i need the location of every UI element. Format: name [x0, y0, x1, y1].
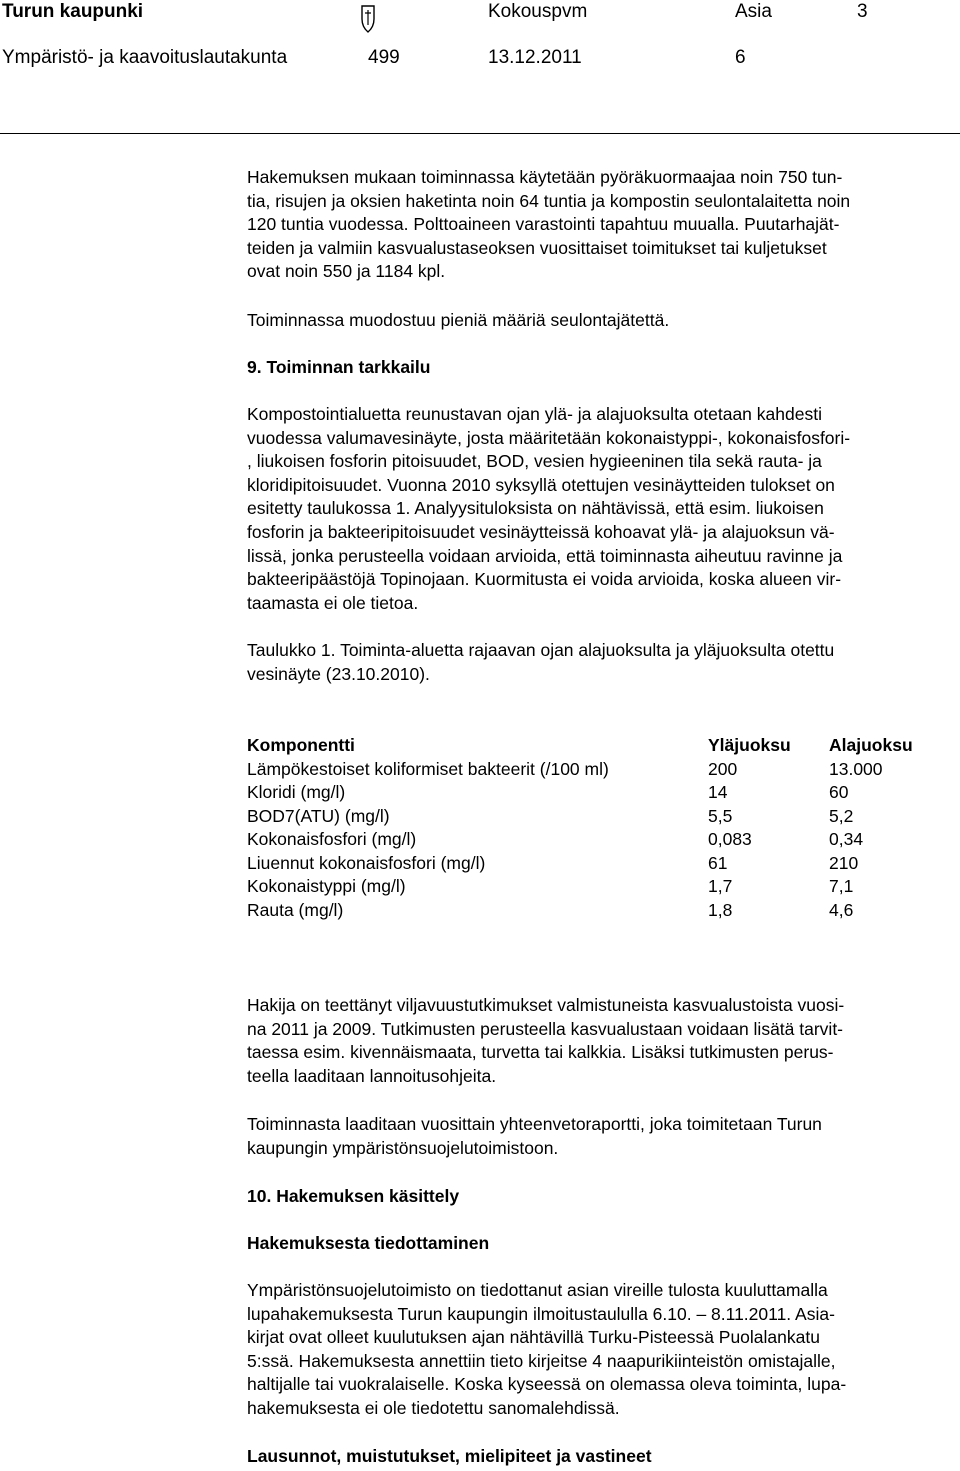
table-row: Rauta (mg/l) 1,8 4,6	[247, 899, 854, 920]
table-header-row	[247, 734, 927, 758]
table-row: Kokonaisfosfori (mg/l) 0,083 0,34	[247, 829, 864, 849]
organization-name: Turun kaupunki	[2, 1, 144, 22]
paragraph-operations: Hakemuksen mukaan toiminnassa käytetään pyöräkuormaajaa noin 750 tun- tia, risujen ja oksien haketinta noin 64 tuntia ja kompostin seulontalaitetta noin 120 tuntia vuodessa. Polttoaineen varastointi tapahtuu muualla. Puutarhajät- teiden ja valmiin kasvualustaseoksen vuosittaiset toimitukset tai kuljetukset ovat noin 550 ja 1184 kpl.	[247, 167, 851, 282]
table-header-downstream: Alajuoksu	[829, 735, 913, 755]
paragraph-monitoring: Kompostointialuetta reunustavan ojan ylä- ja alajuoksulta otetaan kahdesti vuodessa valumavesinäyte, josta määritetään kokonaistyppi-, kokonaisfosfori- , liukoisen fosforin pitoisuudet, BOD, vesien hygieeninen tila sekä rauta- ja kloridipitoisuudet. Vuonna 2010 syksyllä otettujen vesinäytteiden tulokset on esitetty taulukossa 1. Analyysituloksista on nähtävissä, että esim. liukoisen fosforin ja bakteeripitoisuudet vesinäytteissä kohoavat ylä- ja alajuoksun vä- lissä, jonka perusteella voidaan arvioida, että toiminnasta aiheutuu ravinne ja bakteeripäästöjä Topinojaan. Kuormitusta ei voida arvioida, koska alueen vir- taamasta ei ole tietoa.	[247, 404, 851, 613]
item-number: 6	[735, 47, 746, 68]
table-header-component: Komponentti	[247, 735, 355, 755]
table-row: Lämpökestoiset koliformiset bakteerit (/100 ml) 200 13.000	[247, 758, 883, 779]
section-heading-monitoring: 9. Toiminnan tarkkailu	[247, 357, 431, 377]
document-number: 499	[368, 47, 400, 68]
subheading-notice: Hakemuksesta tiedottaminen	[247, 1233, 490, 1253]
table-header-upstream: Yläjuoksu	[708, 735, 791, 755]
table-row: Kokonaistyppi (mg/l) 1,7 7,1	[247, 876, 854, 896]
paragraph-soil-studies: Hakija on teettänyt viljavuustutkimukset valmistuneista kasvualustoista vuosi- na 2011 ja 2009. Tutkimusten perusteella kasvualustaan voidaan lisätä tarvit- taessa esim. kivennäismaata, turvetta tai kalkkia. Lisäksi tutkimusten perus- teella laaditaan lannoitusohjeita.	[247, 995, 845, 1086]
section-heading-processing: 10. Hakemuksen käsittely	[247, 1186, 460, 1206]
page-number: 3	[857, 1, 868, 22]
header-divider	[0, 133, 960, 134]
subheading-statements: Lausunnot, muistutukset, mielipiteet ja vastineet	[247, 1446, 652, 1466]
water-sample-table	[247, 734, 927, 922]
item-label: Asia	[735, 1, 772, 22]
board-name: Ympäristö- ja kaavoituslautakunta	[2, 47, 288, 68]
table-row: Liuennut kokonaisfosfori (mg/l) 61 210	[247, 852, 859, 873]
meeting-date-label: Kokouspvm	[488, 1, 588, 22]
table-caption: Taulukko 1. Toiminta-aluetta rajaavan ojan alajuoksulta ja yläjuoksulta otettu vesinäyte (23.10.2010).	[247, 640, 835, 684]
paragraph-annual-report: Toiminnasta laaditaan vuosittain yhteenvetoraportti, joka toimitetaan Turun kaupungin ympäristönsuojelutoimistoon.	[247, 1114, 822, 1158]
crest-icon	[358, 5, 378, 33]
table-row: Kloridi (mg/l) 14 60	[247, 782, 849, 802]
paragraph-public-notice: Ympäristönsuojelutoimisto on tiedottanut asian vireille tulosta kuuluttamalla lupahakemuksesta Turun kaupungin ilmoitustaululla 6.10. – 8.11.2011. Asia- kirjat ovat olleet kuulutuksen ajan nähtävillä Turku-Pisteessä Puolalankatu 5:ssä. Hakemuksesta annettiin tieto kirjeitse 4 naapurikiinteistön omistajalle, haltijalle tai vuokralaiselle. Koska kyseessä on olemassa oleva toiminta, lupa- hakemuksesta ei ole tiedotettu sanomalehdissä.	[247, 1280, 847, 1418]
table-row: BOD7(ATU) (mg/l) 5,5 5,2	[247, 805, 854, 826]
meeting-date: 13.12.2011	[488, 47, 582, 68]
paragraph-screening-waste: Toiminnassa muodostuu pieniä määriä seulontajätettä.	[247, 310, 670, 330]
